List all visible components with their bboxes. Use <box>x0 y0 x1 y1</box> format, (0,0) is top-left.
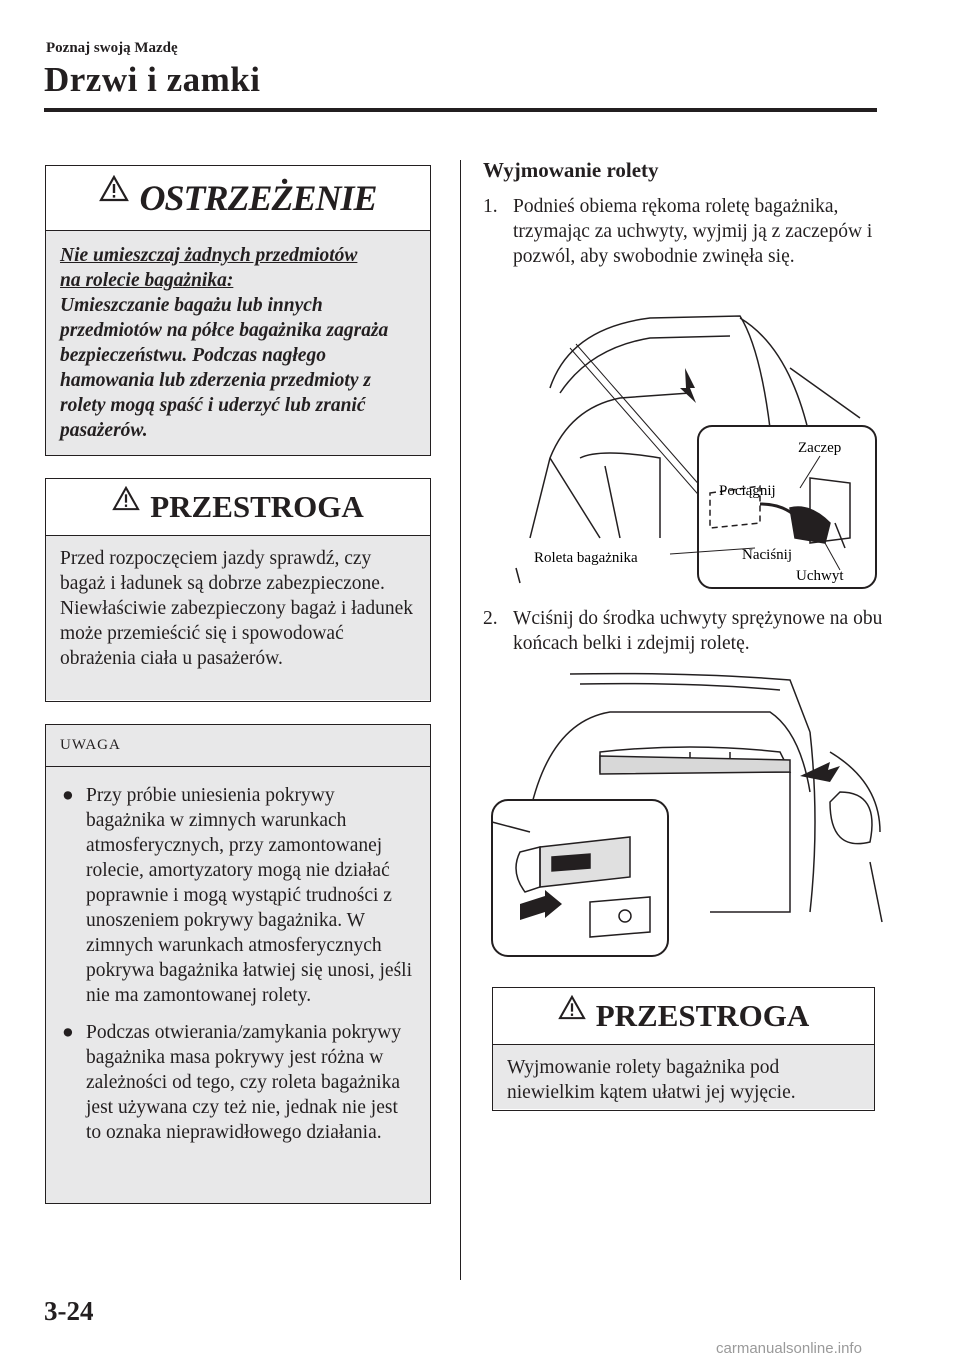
label-nacisnij: Naciśnij <box>742 547 792 563</box>
step-2-number: 2. <box>483 608 498 629</box>
warning-text: Umieszczanie bagażu lub innych przedmiotów na półce bagażnika zagraża bezpieczeństwu. Podczas nagłego hamowania lub zderzenia przedmioty z rolety mogą spaść i uderzyć lub zranić pasażerów. <box>60 295 389 441</box>
breadcrumb: Poznaj swoją Mazdę <box>46 40 178 56</box>
bullet-icon: ● <box>62 785 74 806</box>
watermark: carmanualsonline.info <box>716 1340 862 1357</box>
warning-triangle-icon <box>112 479 140 535</box>
warning-body <box>46 231 430 455</box>
step-1-number: 1. <box>483 196 498 217</box>
step-1 <box>483 194 883 269</box>
caution-box-1 <box>45 478 431 702</box>
step-2-text: Wciśnij do środka uchwyty sprężynowe na obu końcach belki i zdejmij roletę. <box>513 608 883 654</box>
warning-subtitle-2: na rolecie bagażnika: <box>60 270 234 291</box>
label-zaczep: Zaczep <box>798 440 842 456</box>
warning-triangle-icon <box>558 988 586 1044</box>
step-2 <box>483 606 883 656</box>
note-header: UWAGA <box>46 725 430 767</box>
page-number: 3-24 <box>44 1296 94 1326</box>
caution-1-body: Przed rozpoczęciem jazdy sprawdź, czy bagaż i ładunek są dobrze zabezpieczone. Niewłaściwie zabezpieczony bagaż i ładunek może przemieścić się i spowodować obrażenia ciała u pasażerów. <box>46 536 430 700</box>
section-heading: Wyjmowanie rolety <box>483 158 659 182</box>
label-pociagnij: Pociągnij <box>719 483 776 499</box>
note-item <box>60 1020 416 1145</box>
caution-2-body: Wyjmowanie rolety bagażnika pod niewielkim kątem ułatwi jej wyjęcie. <box>493 1045 874 1109</box>
caution-2-title: PRZESTROGA <box>595 998 810 1034</box>
label-uchwyt: Uchwyt <box>796 568 844 584</box>
warning-box <box>45 165 431 456</box>
caution-2-header <box>493 988 874 1045</box>
title-rule <box>44 108 877 112</box>
step-1-text: Podnieś obiema rękoma roletę bagażnika, trzymając za uchwyty, wyjmij ją z zaczepów i pozwól, aby swobodnie zwinęła się. <box>513 196 873 267</box>
caution-1-header <box>46 479 430 536</box>
figure-detach-cover <box>490 672 886 962</box>
caution-box-2 <box>492 987 875 1111</box>
note-body <box>46 767 430 1171</box>
note-item-text: Podczas otwierania/zamykania pokrywy bagażnika masa pokrywy jest różna w zależności od tego, czy roleta bagażnika jest używana czy też nie, jednak nie jest to oznaka nieprawidłowego działania. <box>86 1022 402 1143</box>
warning-title: OSTRZEŻENIE <box>139 178 377 219</box>
column-divider <box>460 160 461 1280</box>
warning-header <box>46 166 430 231</box>
caution-1-title: PRZESTROGA <box>150 489 364 525</box>
note-item <box>60 783 416 1008</box>
bullet-icon: ● <box>62 1022 74 1043</box>
note-item-text: Przy próbie uniesienia pokrywy bagażnika w zimnych warunkach atmosferycznych, przy zamontowanej rolecie, amortyzatory mogą nie działać poprawnie i mogą wystąpić trudności z unoszeniem pokrywy bagażnika. W zimnych warunkach atmosferycznych pokrywa bagażnika łatwiej się unosi, jeśli nie ma zamontowanej rolety. <box>86 785 412 1006</box>
page-title: Drzwi i zamki <box>44 60 261 99</box>
warning-subtitle-1: Nie umieszczaj żadnych przedmiotów <box>60 245 358 266</box>
note-box <box>45 724 431 1204</box>
label-roleta: Roleta bagażnika <box>534 550 638 566</box>
warning-triangle-icon <box>99 166 129 230</box>
figure-remove-cover <box>510 308 880 590</box>
